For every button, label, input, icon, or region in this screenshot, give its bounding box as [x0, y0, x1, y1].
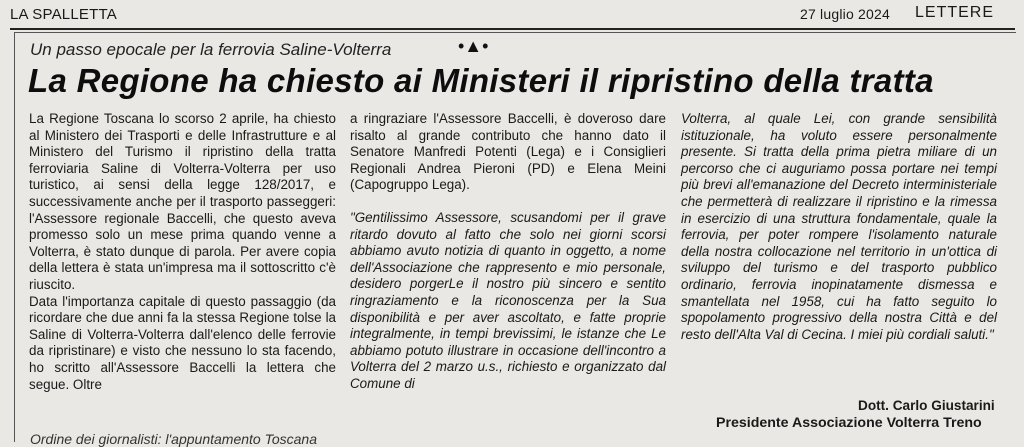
next-article-text: Ordine dei giornalisti: l'appuntamento Toscana: [30, 431, 317, 447]
column-3: [681, 111, 997, 343]
letter-opening: "Gentilissimo Assessore, scusandomi per il grave ritardo dovuto al fatto che solo nei giorni scorsi abbiamo avuto notizia di quanto in oggetto, a nome dell'Associazione che rappresento e mio personale, desidero porgerLe il nostro più sincero e sentito ringraziamento e la riconoscenza per la Sua disponibilità e per aver ascoltato, e fatte proprie integralmente, in tempi brevissimi, le istanze che Le abbiamo potuto illustrare in occasione dell'incontro a Volterra del 2 marzo u.s., richiesto e organizzato dal Comune di: [350, 209, 666, 391]
column-2: [350, 111, 666, 393]
running-head: [10, 4, 1015, 26]
signature-name: Dott. Carlo Giustarini: [858, 398, 995, 413]
article-frame-top: [14, 32, 1016, 33]
issue-date: 27 luglio 2024: [800, 6, 890, 22]
article-headline: La Regione ha chiesto ai Ministeri il ripristino della tratta: [28, 62, 934, 99]
header-rule: [10, 28, 1015, 30]
column-1-paragraph-1: La Regione Toscana lo scorso 2 aprile, ha chiesto al Ministero dei Trasporti e delle Infrastrutture e al Ministero del Turismo il ripristino della tratta ferroviaria Saline di Volterra-Volterra per uso turistico, ai sensi della legge 128/2017, e successivamente anche per il trasporto passeggeri: l'Assessore regionale Baccelli, che questo aveva promesso solo un mese prima quando venne a Volterra, è stato dunque di parola. Per avere copia della lettera è stata un'impresa ma il sottoscritto c'è riuscito.: [29, 111, 336, 292]
next-article-fragment: [30, 431, 430, 447]
letter-continuation: Volterra, al quale Lei, con grande sensibilità istituzionale, ha voluto essere personalmente presente. Si tratta della prima pietra miliare di un percorso che ci auguriamo possa portare nei tempi più brevi all'emanazione del Decreto interministeriale che permetterà di realizzare il ripristino e la rimessa in esercizio di una struttura fondamentale, quale la ferrovia, per poter rompere l'isolamento naturale della nostra collocazione nel territorio in un'ottica di sviluppo del turismo e del trasporto pubblico ordinario, ferrovia inopinatamente dismessa e smantellata nel 1958, cui ha fatto seguito lo spopolamento progressivo della nostra Città e del resto dell'Alta Val di Cecina. I miei più cordiali saluti.": [681, 111, 997, 342]
section-name: LETTERE: [915, 4, 995, 21]
article-kicker: Un passo epocale per la ferrovia Saline-Volterra: [30, 40, 392, 59]
column-1-paragraph-2: Data l'importanza capitale di questo passaggio (da ricordare che due anni fa la stessa Regione tolse la Saline di Volterra-Volterra dall'elenco delle ferrovie da ripristinare) e visto che nessuno lo sta facendo, ho scritto all'Assessore Baccelli la lettera che segue. Oltre: [29, 293, 336, 392]
article-frame-left: [14, 32, 15, 442]
ornament-icon: •▲•: [458, 36, 489, 56]
publication-name: LA SPALLETTA: [10, 6, 117, 23]
signature-role: Presidente Associazione Volterra Treno: [716, 415, 982, 431]
column-1: [29, 111, 336, 393]
column-2-paragraph-1: a ringraziare l'Assessore Baccelli, è doveroso dare risalto al grande contributo che hanno dato il Senatore Manfredi Potenti (Lega) e i Consiglieri Regionali Andrea Pieroni (PD) e Elena Meini (Capogruppo Lega).: [350, 111, 666, 193]
